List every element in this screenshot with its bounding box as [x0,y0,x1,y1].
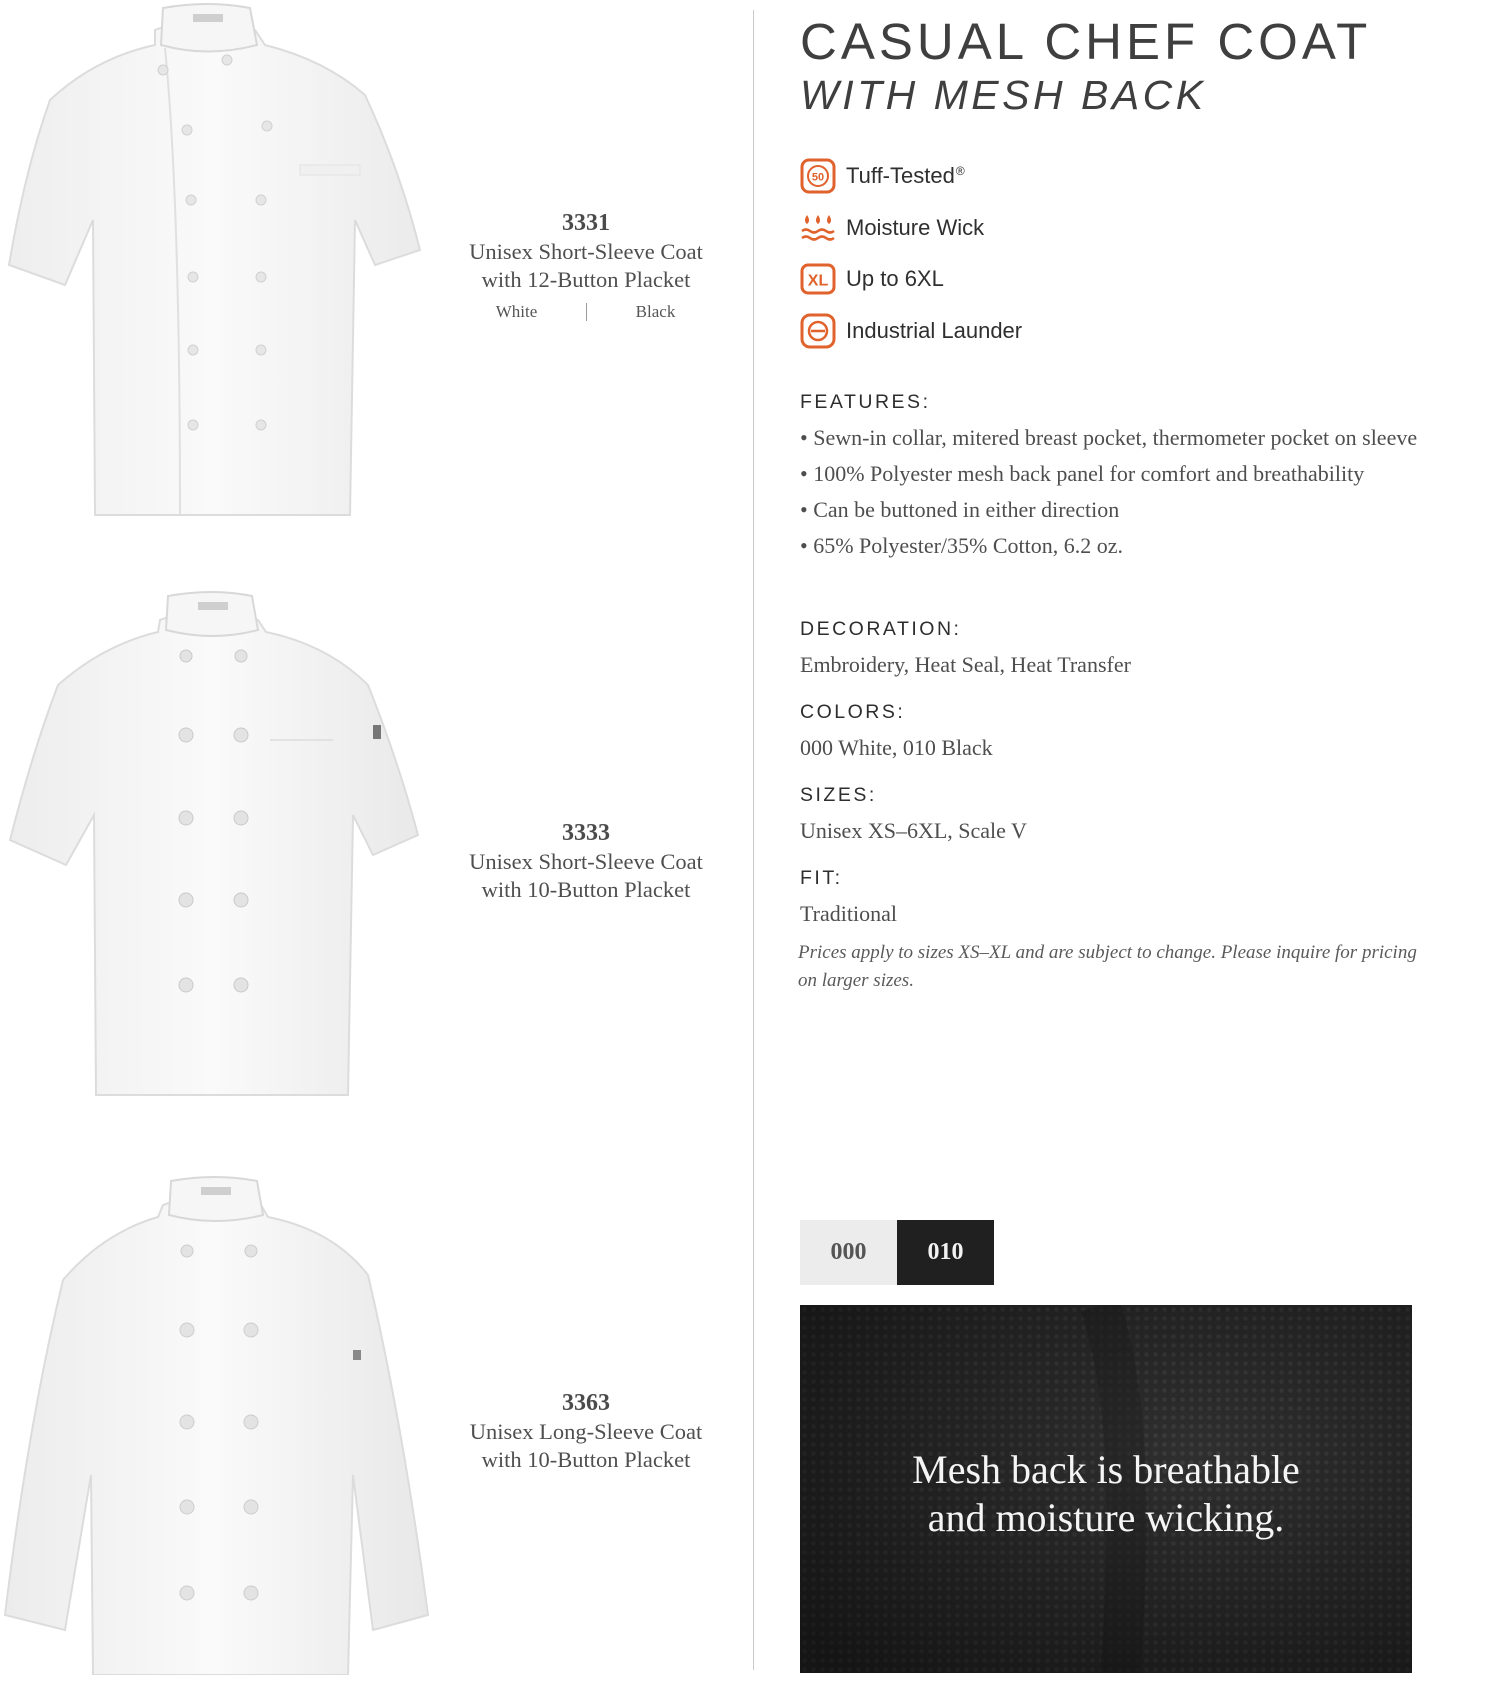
badge-up-to-6xl [800,261,1022,297]
page-subtitle: WITH MESH BACK [800,72,1207,118]
xl-size-icon [800,261,836,297]
colors-heading: COLORS: [800,701,906,723]
badge-label: Moisture Wick [846,214,985,240]
product-description-line-2: with 12-Button Placket [481,267,691,292]
product-description-line-1: Unisex Short-Sleeve Coat [469,849,703,874]
tuff-tested-50-icon [800,158,836,194]
moisture-wick-icon [800,210,836,246]
product-3331 [0,0,730,560]
tuff-tested-icon-text: 50 [811,171,825,184]
product-description-line-2: with 10-Button Placket [481,1447,691,1472]
color-swatches [800,1220,994,1285]
feature-item: • Sewn-in collar, mitered breast pocket, thermometer pocket on sleeve [800,425,1418,450]
xl-icon-text: XL [807,272,829,290]
mesh-caption [800,1446,1412,1542]
short-sleeve-coat-10-button-image [8,590,428,1100]
mesh-fabric-photo [800,1305,1412,1673]
decoration-value: Embroidery, Heat Seal, Heat Transfer [800,652,1131,677]
sizes-value: Unisex XS–6XL, Scale V [800,818,1027,843]
badge-industrial-launder [800,313,1022,349]
feature-item: • Can be buttoned in either direction [800,497,1120,522]
color-options [455,302,717,322]
features-list [800,420,1470,564]
industrial-launder-icon [800,313,836,349]
product-3333 [0,590,730,1130]
short-sleeve-coat-12-button-image [5,0,425,520]
page-title: CASUAL CHEF COAT [800,13,1372,70]
fit-heading: FIT: [800,867,843,889]
feature-item: • 65% Polyester/35% Cotton, 6.2 oz. [800,533,1124,558]
colors-value: 000 White, 010 Black [800,735,993,760]
column-divider [753,10,754,1670]
registered-mark: ® [955,163,965,178]
badge-label: Tuff-Tested [846,163,955,188]
mesh-caption-line-2: and moisture wicking. [927,1495,1285,1540]
decoration-heading: DECORATION: [800,618,962,640]
mesh-caption-line-1: Mesh back is breathable [912,1447,1300,1492]
color-black-label: Black [635,302,676,321]
badge-moisture-wick [800,210,1022,246]
long-sleeve-coat-10-button-image [3,1175,433,1675]
badge-tuff-tested [800,158,1022,194]
swatch-000-white[interactable]: 000 [800,1220,897,1285]
feature-item: • 100% Polyester mesh back panel for comfort and breathability [800,461,1365,486]
swatch-010-black[interactable]: 010 [897,1220,994,1285]
product-3363 [0,1175,730,1675]
sku: 3363 [562,1390,610,1416]
product-description-line-1: Unisex Long-Sleeve Coat [469,1419,703,1444]
features-heading: FEATURES: [800,391,931,413]
badge-label: Up to 6XL [846,266,944,291]
divider [586,303,587,321]
product-description-line-2: with 10-Button Placket [481,877,691,902]
sizes-heading: SIZES: [800,784,877,806]
color-white-label: White [495,302,538,321]
sku: 3333 [562,820,610,846]
pricing-note: Prices apply to sizes XS–XL and are subject to change. Please inquire for pricing on larger sizes. [798,942,1417,991]
feature-badges [800,158,1022,364]
sku: 3331 [562,210,610,236]
fit-value: Traditional [800,901,897,926]
badge-label: Industrial Launder [846,317,1023,343]
product-description-line-1: Unisex Short-Sleeve Coat [469,239,703,264]
